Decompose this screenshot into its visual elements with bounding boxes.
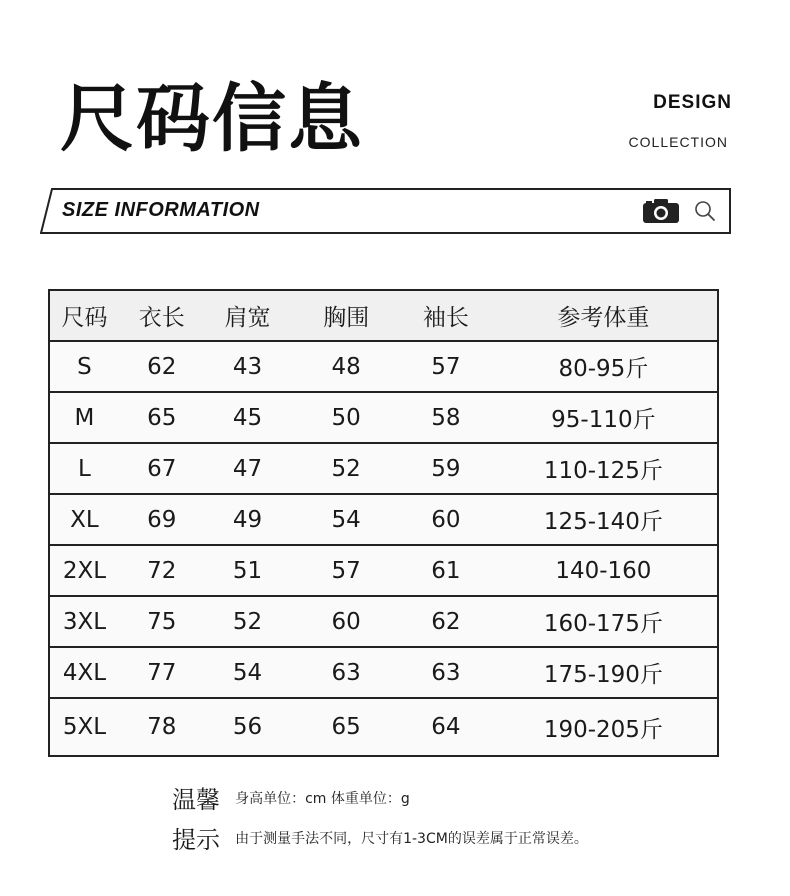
cell-length: 75 — [119, 596, 205, 647]
cell-size: 5XL — [49, 698, 119, 756]
cell-sleeve: 59 — [402, 443, 490, 494]
cell-shoulder: 47 — [205, 443, 291, 494]
cell-chest: 52 — [290, 443, 402, 494]
table-row — [49, 596, 718, 647]
cell-chest: 65 — [290, 698, 402, 756]
table-row — [49, 392, 718, 443]
cell-size: 4XL — [49, 647, 119, 698]
header-chest: 胸围 — [290, 290, 402, 341]
cell-shoulder: 54 — [205, 647, 291, 698]
cell-shoulder: 49 — [205, 494, 291, 545]
cell-weight: 160-175斤 — [490, 596, 718, 647]
header-weight: 参考体重 — [490, 290, 718, 341]
cell-chest: 50 — [290, 392, 402, 443]
size-information-banner — [40, 188, 732, 235]
cell-weight: 175-190斤 — [490, 647, 718, 698]
cell-weight: 95-110斤 — [490, 392, 718, 443]
cell-length: 62 — [119, 341, 205, 392]
note-label-warm: 温馨 — [172, 786, 220, 814]
cell-sleeve: 62 — [402, 596, 490, 647]
size-table — [48, 289, 719, 757]
cell-length: 78 — [119, 698, 205, 756]
cell-sleeve: 57 — [402, 341, 490, 392]
header-shoulder: 肩宽 — [205, 290, 291, 341]
note-units — [172, 780, 410, 815]
header-size: 尺码 — [49, 290, 119, 341]
table-row — [49, 494, 718, 545]
cell-weight: 190-205斤 — [490, 698, 718, 756]
cell-length: 72 — [119, 545, 205, 596]
cell-size: 2XL — [49, 545, 119, 596]
note-label-tip: 提示 — [172, 826, 220, 854]
table-row — [49, 341, 718, 392]
cell-weight: 110-125斤 — [490, 443, 718, 494]
cell-chest: 48 — [290, 341, 402, 392]
cell-sleeve: 58 — [402, 392, 490, 443]
cell-sleeve: 64 — [402, 698, 490, 756]
header-length: 衣长 — [119, 290, 205, 341]
cell-weight: 80-95斤 — [490, 341, 718, 392]
page-title: 尺码信息 — [60, 76, 364, 162]
note-units-text: 身高单位：cm 体重单位：g — [235, 790, 410, 807]
cell-size: XL — [49, 494, 119, 545]
cell-shoulder: 45 — [205, 392, 291, 443]
cell-length: 65 — [119, 392, 205, 443]
table-row — [49, 545, 718, 596]
cell-shoulder: 52 — [205, 596, 291, 647]
cell-sleeve: 63 — [402, 647, 490, 698]
header-sleeve: 袖长 — [402, 290, 490, 341]
cell-shoulder: 56 — [205, 698, 291, 756]
cell-size: L — [49, 443, 119, 494]
cell-sleeve: 60 — [402, 494, 490, 545]
note-tolerance — [172, 820, 588, 855]
cell-length: 69 — [119, 494, 205, 545]
cell-shoulder: 51 — [205, 545, 291, 596]
cell-chest: 63 — [290, 647, 402, 698]
table-row — [49, 698, 718, 756]
design-label: DESIGN — [653, 92, 732, 113]
cell-chest: 54 — [290, 494, 402, 545]
cell-length: 77 — [119, 647, 205, 698]
cell-weight: 125-140斤 — [490, 494, 718, 545]
cell-sleeve: 61 — [402, 545, 490, 596]
collection-label: COLLECTION — [628, 134, 728, 150]
banner-title: SIZE INFORMATION — [62, 199, 260, 221]
cell-shoulder: 43 — [205, 341, 291, 392]
cell-length: 67 — [119, 443, 205, 494]
note-tolerance-text: 由于测量手法不同，尺寸有1-3CM的误差属于正常误差。 — [235, 830, 588, 847]
table-row — [49, 443, 718, 494]
table-header-row — [49, 290, 718, 341]
cell-size: M — [49, 392, 119, 443]
cell-chest: 57 — [290, 545, 402, 596]
table-row — [49, 647, 718, 698]
cell-weight: 140-160 — [490, 545, 718, 596]
cell-size: S — [49, 341, 119, 392]
cell-chest: 60 — [290, 596, 402, 647]
cell-size: 3XL — [49, 596, 119, 647]
